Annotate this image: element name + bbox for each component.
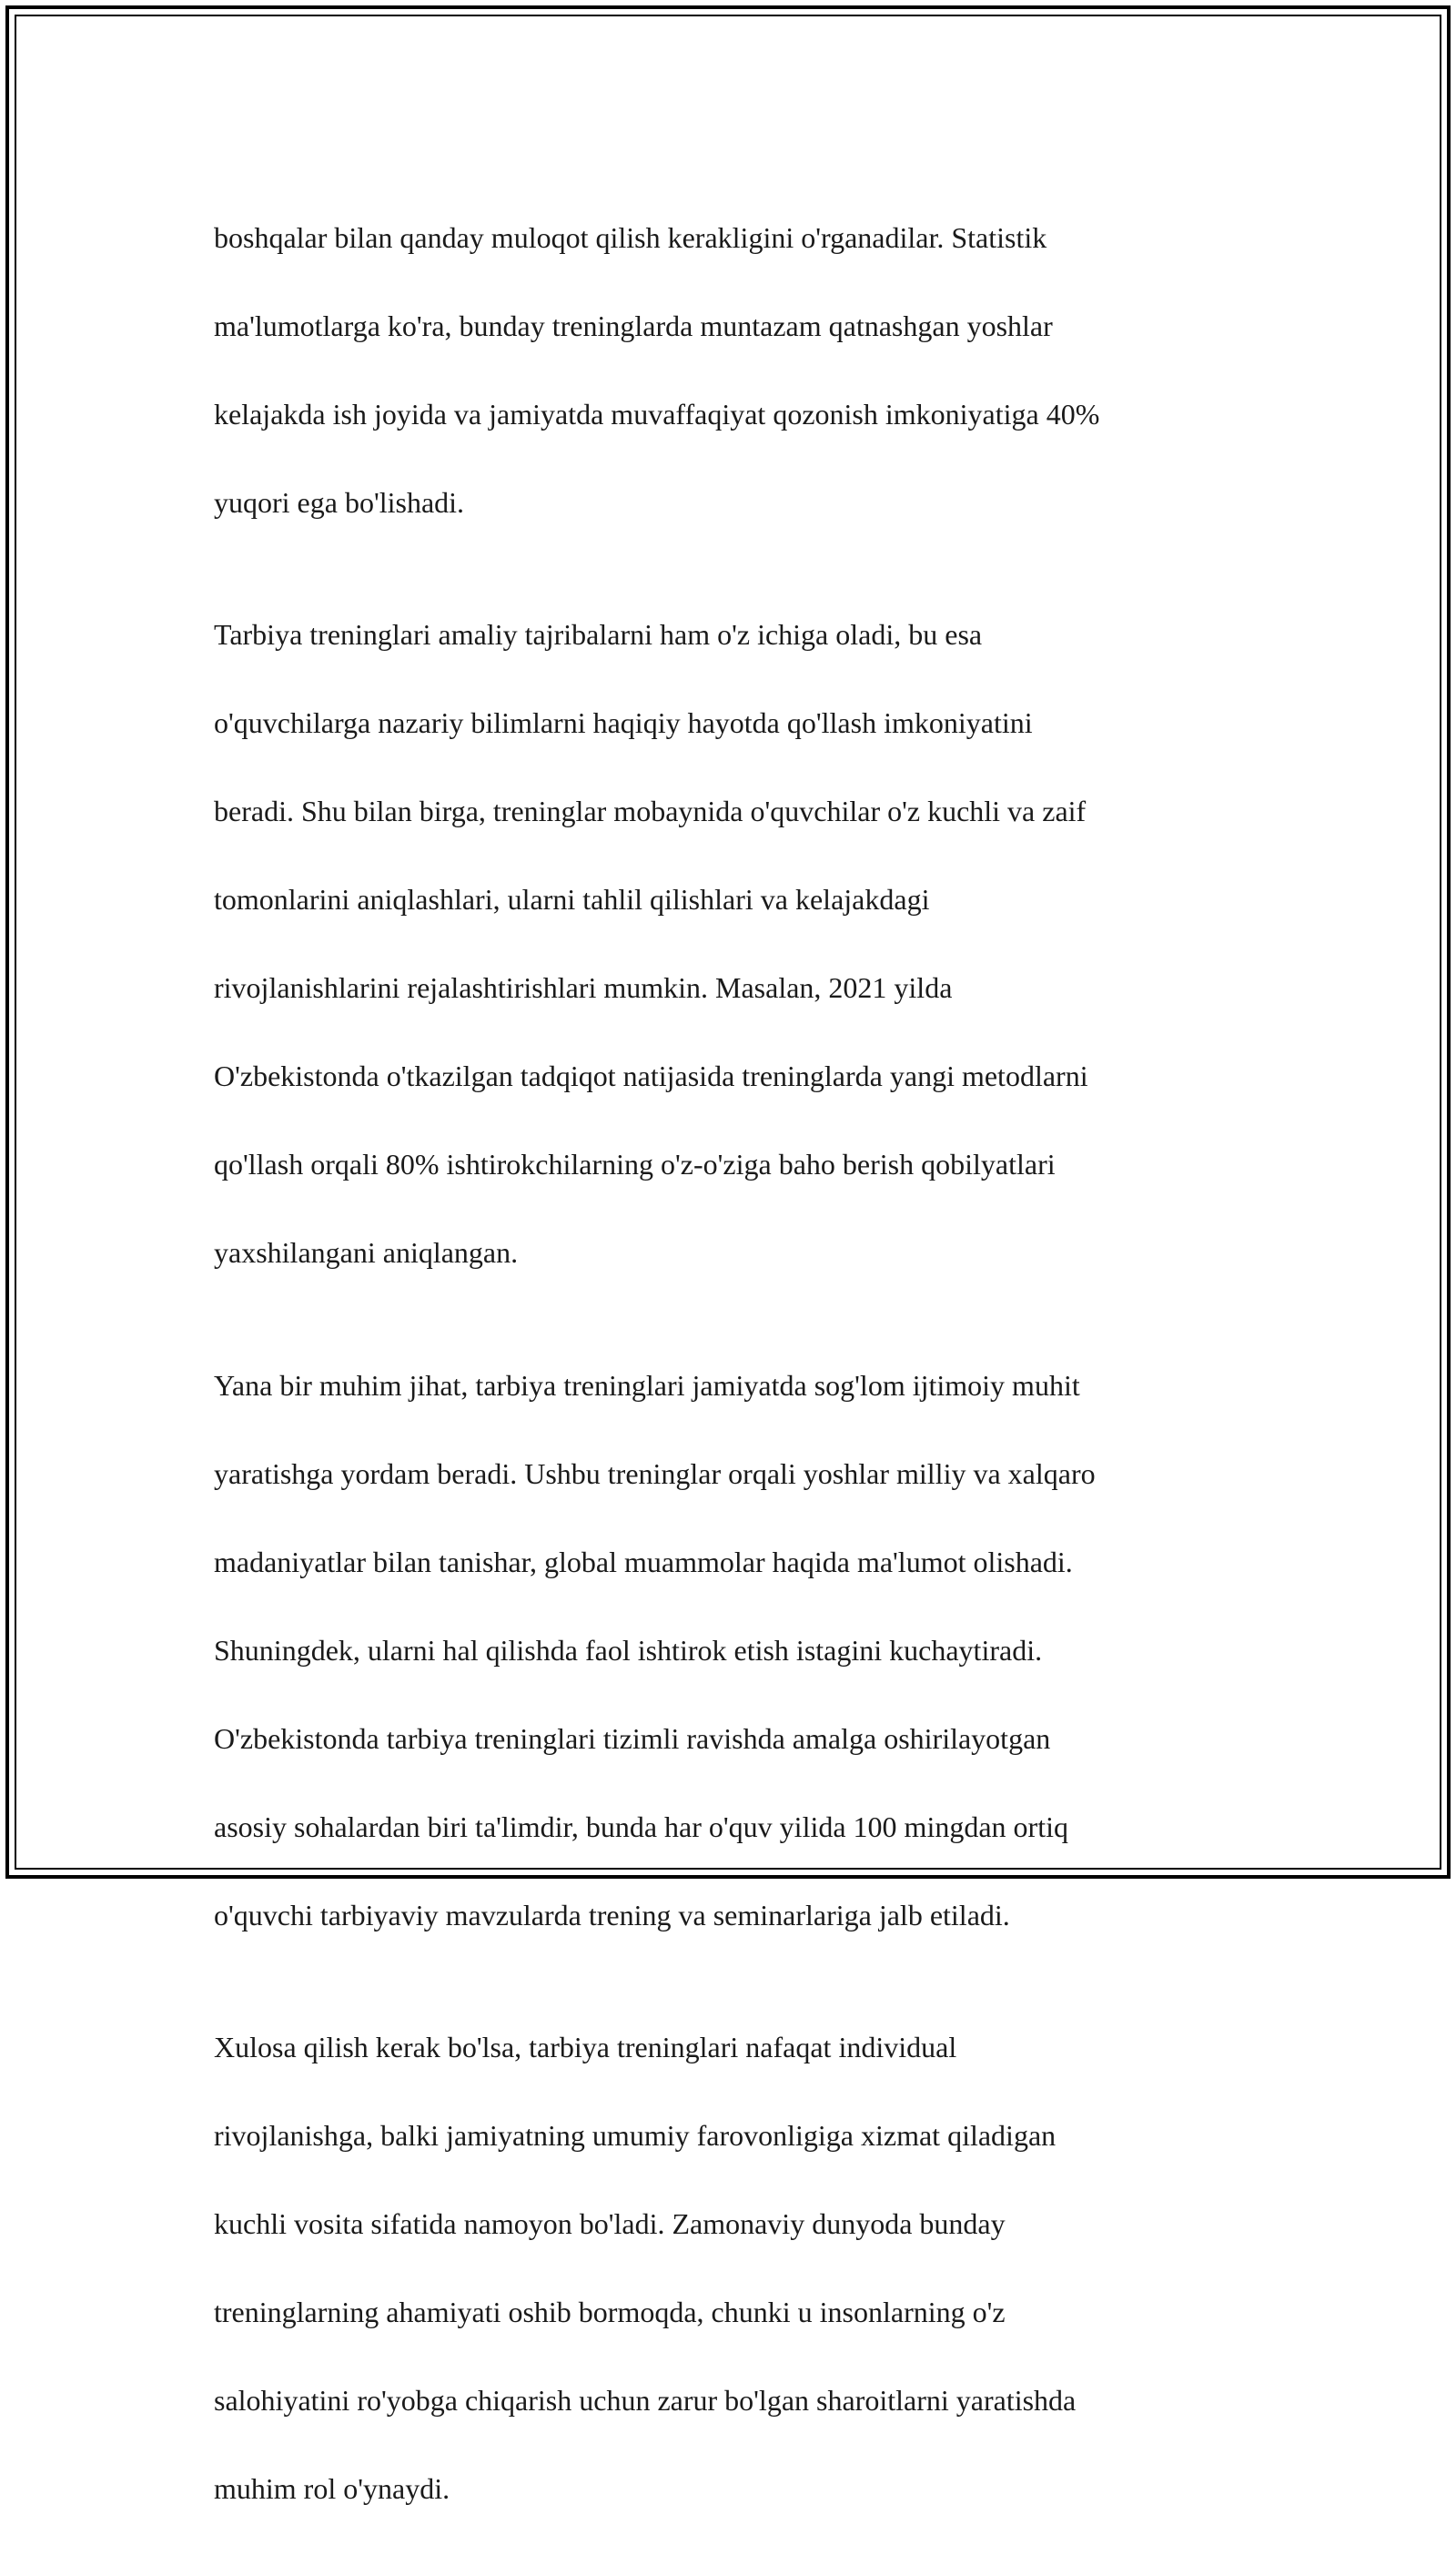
paragraph-line: tomonlarini aniqlashlari, ularni tahlil qilishlari va kelajakdagi [214,883,930,916]
paragraph-line: Shuningdek, ularni hal qilishda faol ishtirok etish istagini kuchaytiradi. [214,1633,1043,1667]
paragraph-line: yuqori ega bo'lishadi. [214,485,465,519]
paragraph-4 [214,1982,1242,2511]
paragraph-3 [214,1319,1242,1937]
paragraph-line: O'zbekistonda tarbiya treninglari tizimli ravishda amalga oshirilayotgan [214,1721,1051,1755]
paragraph-line: O'zbekistonda o'tkazilgan tadqiqot natijasida treninglarda yangi metodlarni [214,1060,1088,1092]
document-body [214,171,1242,2555]
paragraph-line: rivojlanishga, balki jamiyatning umumiy farovonligiga xizmat qiladigan [214,2119,1057,2152]
paragraph-line: madaniyatlar bilan tanishar, global muammolar haqida ma'lumot olishadi. [214,1545,1073,1578]
paragraph-line: yaratishga yordam beradi. Ushbu treninglar orqali yoshlar milliy va xalqaro [214,1456,1096,1490]
paragraph-line: o'quvchilarga nazariy bilimlarni haqiqiy hayotda qo'llash imkoniyatini [214,706,1033,739]
paragraph-line: asosiy sohalardan biri ta'limdir, bunda har o'quv yilida 100 mingdan ortiq [214,1810,1068,1843]
paragraph-line: muhim rol o'ynaydi. [214,2472,450,2505]
paragraph-line: salohiyatini ro'yobga chiqarish uchun zarur bo'lgan sharoitlarni yaratishda [214,2384,1077,2417]
paragraph-line: treninglarning ahamiyati oshib bormoqda, chunki u insonlarning o'z [214,2296,1006,2328]
paragraph-line: rivojlanishlarini rejalashtirishlari mumkin. Masalan, 2021 yilda [214,971,953,1004]
paragraph-line: ma'lumotlarga ko'ra, bunday treninglarda muntazam qatnashgan yoshlar [214,309,1053,342]
paragraph-line: qo'llash orqali 80% ishtirokchilarning o'z-o'ziga baho berish qobilyatlari [214,1148,1056,1181]
paragraph-line: kelajakda ish joyida va jamiyatda muvaffaqiyat qozonish imkoniyatiga 40% [214,397,1100,431]
paragraph-line: Tarbiya treninglari amaliy tajribalarni ham o'z ichiga oladi, bu esa [214,618,983,651]
paragraph-line: o'quvchi tarbiyaviy mavzularda trening va seminarlariga jalb etiladi. [214,1898,1010,1931]
paragraph-line: beradi. Shu bilan birga, treninglar mobaynida o'quvchilar o'z kuchli va zaif [214,795,1087,827]
paragraph-line: yaxshilangani aniqlangan. [214,1236,519,1269]
paragraph-line: Xulosa qilish kerak bo'lsa, tarbiya treninglari nafaqat individual [214,2031,957,2063]
paragraph-1 [214,171,1242,524]
paragraph-line: boshqalar bilan qanday muloqot qilish kerakligini o'rganadilar. Statistik [214,220,1047,254]
paragraph-line: kuchli vosita sifatida namoyon bo'ladi. Zamonaviy dunyoda bunday [214,2207,1006,2240]
paragraph-2 [214,569,1242,1275]
paragraph-line: Yana bir muhim jihat, tarbiya treninglari jamiyatda sog'lom ijtimoiy muhit [214,1368,1080,1402]
